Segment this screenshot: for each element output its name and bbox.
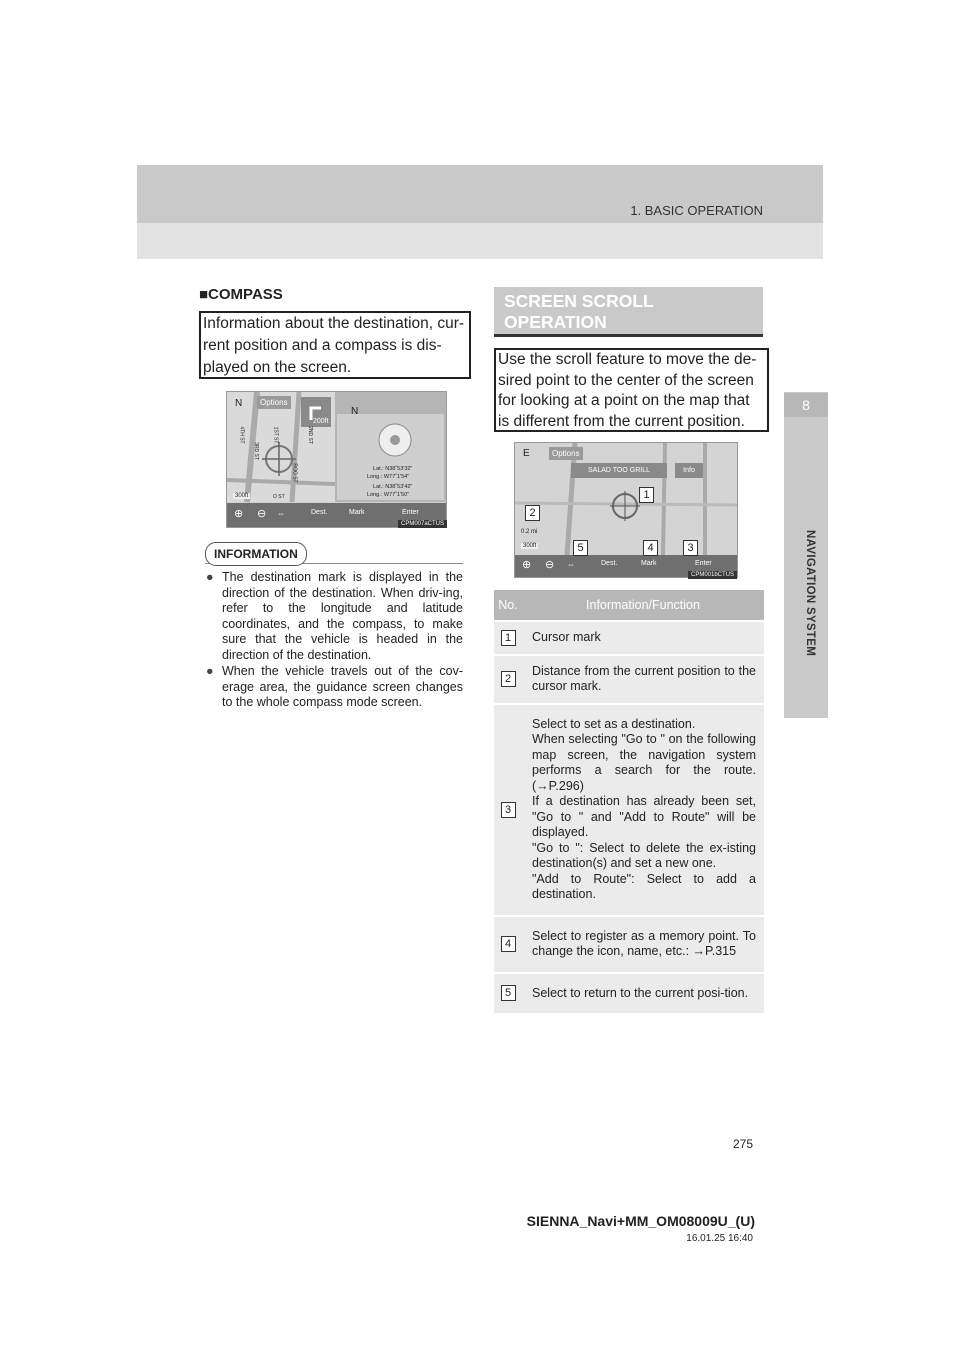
callout-2: 2 <box>525 505 540 521</box>
dest-long: Long.: W77˚1'54" <box>367 474 410 480</box>
place-name: SALAD TOO GRILL <box>571 463 667 478</box>
row-text: If a destination has already been set, "Go to " and "Add to Route" will be displayed. <box>532 794 756 839</box>
callout-5: 5 <box>573 540 588 556</box>
mark-button[interactable]: Mark <box>641 560 657 567</box>
compass-info-box: Information about the destination, cur-rent position and a compass is dis-played on the screen. <box>199 311 471 379</box>
zoom-in-icon[interactable]: ⊕ <box>234 508 244 520</box>
side-tab-number: 8 <box>784 393 828 417</box>
row-number: 1 <box>501 630 516 646</box>
map-view-icon[interactable]: ⇔ <box>277 509 285 518</box>
scroll-info-box: Use the scroll feature to move the de-sired point to the center of the screen for looking at a point on the map that is different from the current position. <box>494 348 769 432</box>
callout-3: 3 <box>683 540 698 556</box>
bullet-icon: ● <box>206 664 214 678</box>
table-row <box>494 973 764 1014</box>
street-label: 2ND ST <box>306 426 313 444</box>
compass-north-label: N <box>351 406 359 417</box>
table-row <box>494 916 764 973</box>
street-label: 1ST ST <box>272 426 279 444</box>
info-button[interactable]: Info <box>675 463 703 478</box>
street-label: 4TH ST <box>238 426 245 444</box>
street-label: 3RD ST <box>252 442 259 460</box>
dest-button[interactable]: Dest. <box>601 560 618 567</box>
information-label: INFORMATION <box>205 542 307 566</box>
street-label: ROO ST <box>291 463 298 483</box>
row-text: "Go to ": Select to delete the ex-isting destination(s) and set a new one. <box>532 840 756 870</box>
scale-label: 300ft <box>235 493 249 499</box>
compass-screen-image <box>226 391 447 528</box>
scale-distance: 0.2 mi <box>521 529 538 535</box>
callout-1: 1 <box>639 487 654 503</box>
dest-lat: Lat.: N38˚53'32" <box>373 466 413 472</box>
enter-button[interactable]: Enter <box>695 560 712 567</box>
scroll-image-caption: CPM001bCTUS <box>688 571 737 579</box>
zoom-in-icon[interactable]: ⊕ <box>522 559 532 571</box>
current-long: Long.: W77˚1'50" <box>367 492 410 498</box>
street-label: O ST <box>273 494 285 500</box>
row-text: Select to return to the current posi-tion. <box>532 985 749 1000</box>
scroll-section-heading: SCREEN SCROLL OPERATION <box>494 287 763 337</box>
document-id: SIENNA_Navi+MM_OM08009U_(U) <box>526 1213 755 1229</box>
mark-button[interactable]: Mark <box>349 509 365 516</box>
row-text: "Add to Route": Select to add a destination. <box>532 871 756 901</box>
row-text: Select to set as a destination. <box>532 716 696 731</box>
table-header-info: Information/Function <box>522 590 764 621</box>
table-row <box>494 621 764 655</box>
compass-image-caption: CPM007aCTUS <box>398 520 447 528</box>
dest-button[interactable]: Dest. <box>311 509 328 516</box>
zoom-out-icon[interactable]: ⊖ <box>257 508 267 520</box>
callout-4: 4 <box>643 540 658 556</box>
zoom-out-icon[interactable]: ⊖ <box>545 559 555 571</box>
table-row <box>494 655 764 704</box>
map-view-icon[interactable]: ⇔ <box>567 560 575 569</box>
distance-label: 200ft <box>313 418 329 425</box>
options-button[interactable]: Options <box>257 396 291 409</box>
row-number: 5 <box>501 985 516 1001</box>
table-row <box>494 704 764 916</box>
scroll-screen-image <box>514 442 738 578</box>
east-label: E <box>523 448 530 459</box>
enter-button[interactable]: Enter <box>402 509 419 516</box>
row-number: 2 <box>501 671 516 687</box>
info-bullet: ● The destination mark is displayed in the direction of the destination. When driv-ing, refer to the longitude and latitude coordinates, and the compass, to make sure that the vehicle is headed in the direction of the destination. <box>206 570 463 662</box>
side-tab-label: NAVIGATION SYSTEM <box>804 530 816 657</box>
header-band-lower <box>137 223 823 259</box>
row-number: 4 <box>501 936 516 952</box>
compass-heading: ■COMPASS <box>199 286 283 303</box>
page-number: 275 <box>732 1137 753 1151</box>
current-lat: Lat.: N38˚53'42" <box>373 484 413 490</box>
table-header-no: No. <box>494 590 522 621</box>
bullet-icon: ● <box>206 570 214 584</box>
info-bullet: ● When the vehicle travels out of the cov-erage area, the guidance screen changes to the whole compass mode screen. <box>206 664 463 710</box>
north-label: N <box>235 398 243 409</box>
options-button[interactable]: Options <box>549 447 583 460</box>
scale-label: 300ft <box>523 543 537 549</box>
row-text: Select to register as a memory point. To change the icon, name, etc.: →P.315 <box>532 928 756 958</box>
section-title: 1. BASIC OPERATION <box>630 203 763 218</box>
function-table <box>494 590 764 1013</box>
row-number: 3 <box>501 802 516 818</box>
row-text: When selecting "Go to " on the following map screen, the navigation system performs a search for the route. (→P.296) <box>532 732 756 793</box>
row-text: Cursor mark <box>532 630 601 644</box>
timestamp: 16.01.25 16:40 <box>686 1233 753 1244</box>
row-text: Distance from the current position to the cursor mark. <box>532 663 756 693</box>
